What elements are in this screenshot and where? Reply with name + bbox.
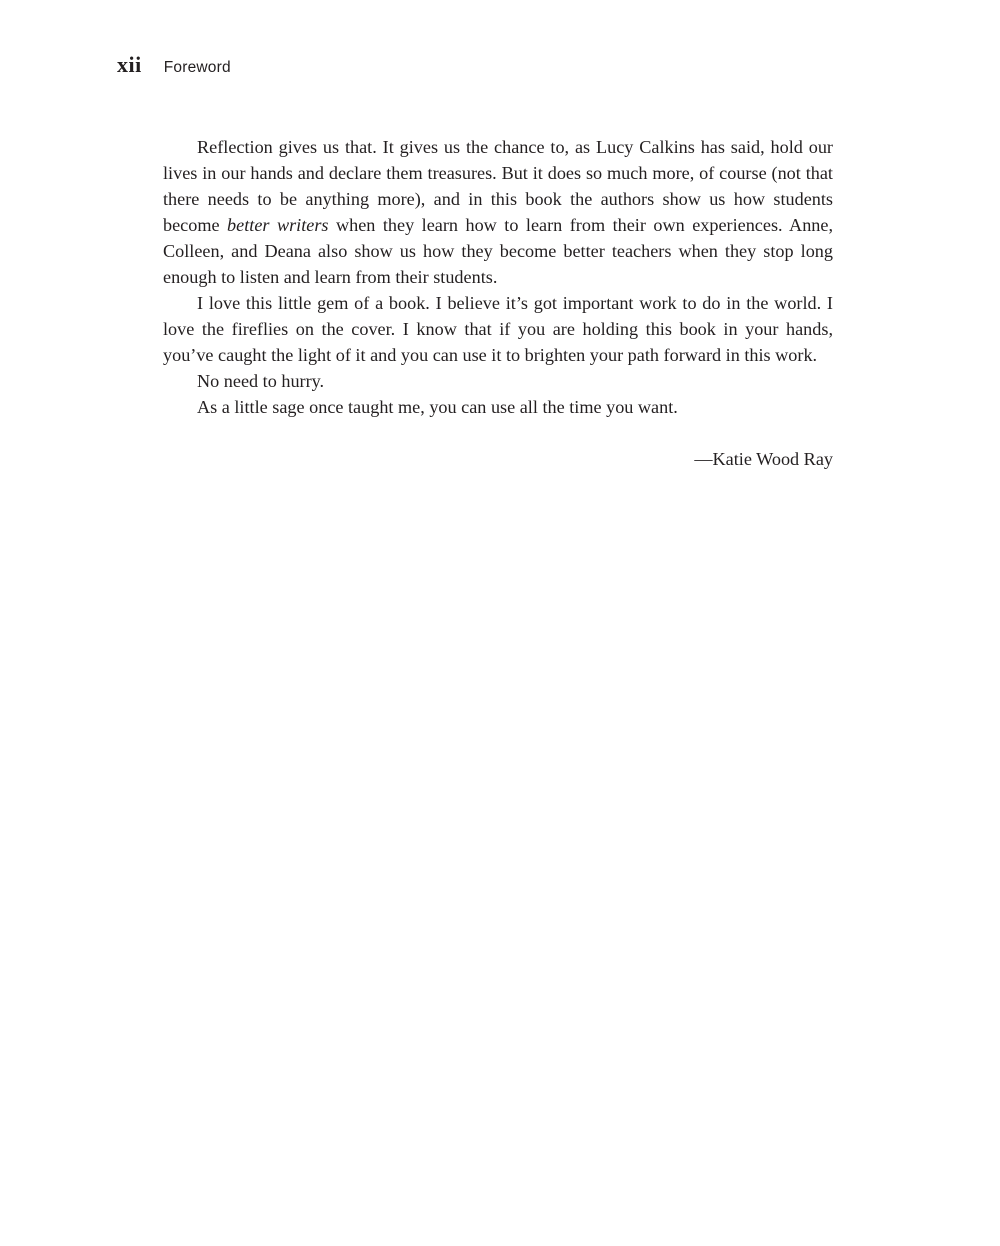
body-text <box>163 134 833 472</box>
paragraph-2: I love this little gem of a book. I believe it’s got important work to do in the world. I love the fireflies on the cover. I know that if you are holding this book in your hands, you’ve caught the light of it and you can use it to brighten your path forward in this work. <box>163 293 833 365</box>
running-head <box>117 52 231 78</box>
paragraph-1 <box>163 134 833 290</box>
page-number: xii <box>117 52 142 77</box>
paragraph-1-text-start: Reflection gives us that. It gives us the chance to, as Lucy Calkins has said, hold our lives in our hands and declare them treasures. But it does so much more, of course (not that there needs to be anything more), and in this book the authors show us how students become <box>163 137 833 235</box>
paragraph-3: No need to hurry. <box>197 371 325 391</box>
signature: —Katie Wood Ray <box>694 449 833 469</box>
paragraph-4: As a little sage once taught me, you can use all the time you want. <box>197 397 678 417</box>
section-title: Foreword <box>163 59 231 76</box>
paragraph-1-text-end: when they learn how to learn from their own experiences. Anne, Colleen, and Deana also show us how they become better teachers when they stop long enough to listen and learn from their students. <box>163 215 833 287</box>
paragraph-1-italic-phrase: better writers <box>227 215 329 235</box>
